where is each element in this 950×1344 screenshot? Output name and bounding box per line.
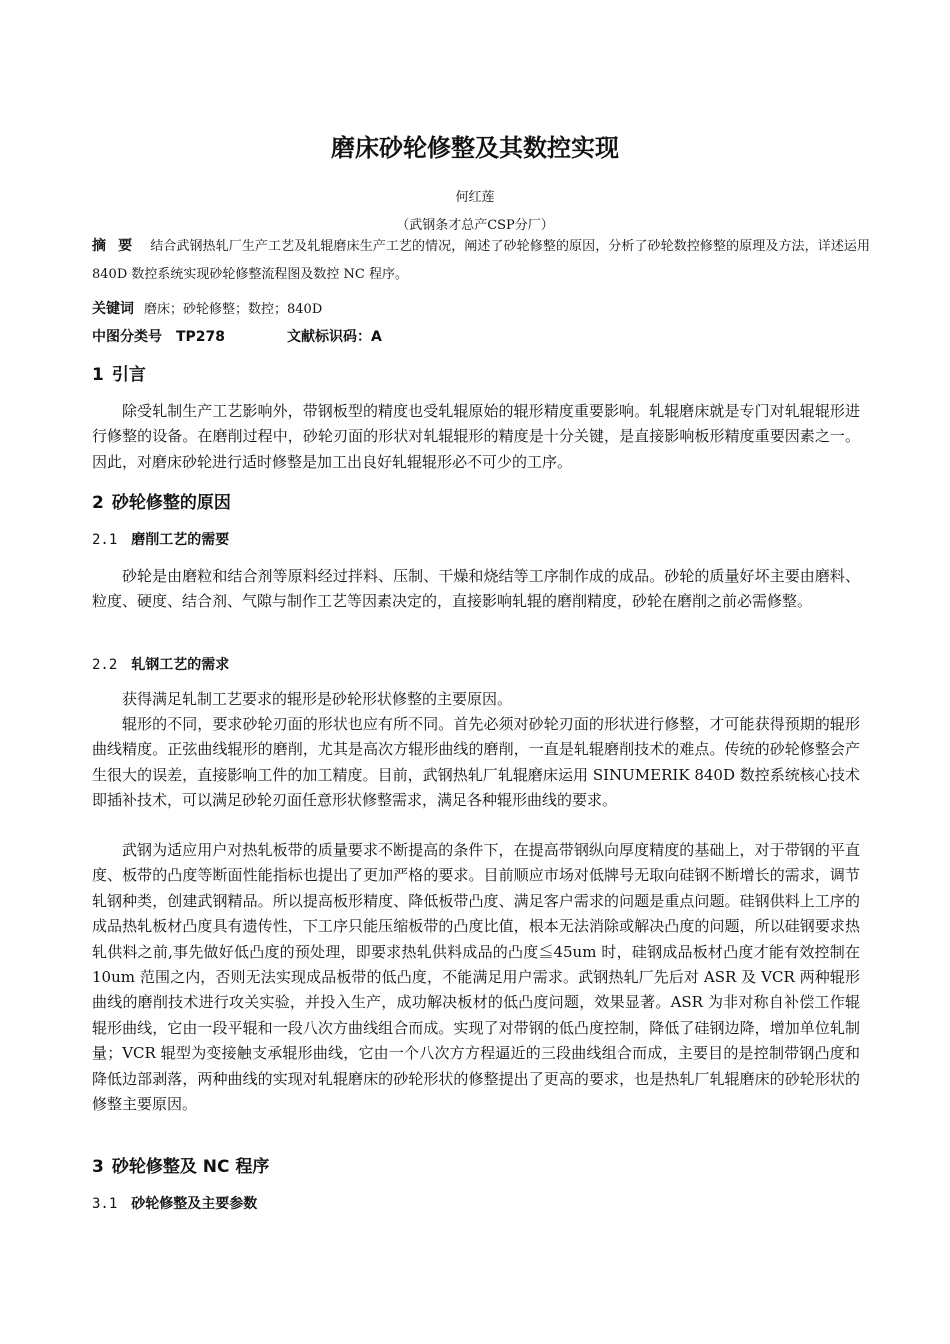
subsection-number: 2.2 (92, 657, 118, 673)
subsection-title: 轧钢工艺的需求 (131, 657, 230, 673)
section-heading-1 (92, 360, 146, 385)
paragraph-rolling-2: 辊形的不同，要求砂轮刃面的形状也应有所不同。首先必须对砂轮刃面的形状进行修整，才可能获得预期的辊形曲线精度。正弦曲线辊形的磨削，尤其是高次方辊形曲线的磨削，一直是轧辊磨削技术的难点。传统的砂轮修整会产生很大的误差，直接影响工件的加工精度。目前，武钢热轧厂轧辊磨床运用 SINUMERIK 840D 数控系统核心技术即插补技术，可以满足砂轮刃面任意形状修整需求，满足各种辊形曲线的要求。 (92, 715, 860, 810)
paragraph-intro: 除受轧制生产工艺影响外，带钢板型的精度也受轧辊原始的辊形精度重要影响。轧辊磨床就是专门对轧辊辊形进行修整的设备。在磨削过程中，砂轮刃面的形状对轧辊辊形的精度是十分关键，是直接影响板形精度重要因素之一。因此，对磨床砂轮进行适时修整是加工出良好轧辊辊形必不可少的工序。 (92, 402, 860, 471)
keywords-text: 磨床；砂轮修整；数控；840D (144, 302, 323, 317)
section-title: 砂轮修整的原因 (111, 493, 231, 513)
subsection-number: 3.1 (92, 1196, 118, 1212)
subsection-title: 磨削工艺的需要 (131, 532, 230, 548)
subsection-title: 砂轮修整及主要参数 (131, 1196, 258, 1212)
section-number: 3 (92, 1157, 104, 1177)
subsection-heading-3-1 (92, 1193, 257, 1213)
keywords-block (92, 298, 870, 318)
subsection-heading-2-1 (92, 529, 229, 549)
paper-title: 磨床砂轮修整及其数控实现 (331, 134, 619, 162)
author-name: 何红莲 (455, 190, 495, 205)
section-heading-2 (92, 488, 231, 513)
author-affiliation: （武钢条才总产CSP分厂） (396, 218, 554, 233)
paragraph-rolling-1: 获得满足轧制工艺要求的辊形是砂轮形状修整的主要原因。 (122, 690, 513, 708)
subsection-number: 2.1 (92, 532, 118, 548)
abstract-block (92, 232, 870, 289)
classification-value: TP278 (176, 329, 226, 345)
section-heading-3 (92, 1152, 269, 1177)
paragraph-rolling-3: 武钢为适应用户对热轧板带的质量要求不断提高的条件下，在提高带钢纵向厚度精度的基础上，对于带钢的平直度、板带的凸度等断面性能指标也提出了更加严格的要求。目前顺应市场对低牌号无取向硅钢不断增长的需求，调节轧钢种类，创建武钢精品。所以提高板形精度、降低板带凸度、满足客户需求的问题是重点问题。硅钢供料上工序的成品热轧板材凸度具有遗传性，下工序只能压缩板带的凸度比值，根本无法消除或解决凸度的问题，所以硅钢要求热轧供料之前,事先做好低凸度的预处理，即要求热轧供料成品的凸度≦45um 时，硅钢成品板材凸度才能有效控制在 10um 范围之内，否则无法实现成品板带的低凸度，不能满足用户需求。武钢热轧厂先后对 ASR 及 VCR 两种辊形曲线的磨削技术进行攻关实验，并投入生产，成功解决板材的低凸度问题，效果显著。ASR 为非对称自补偿工作辊辊形曲线，它由一段平辊和一段八次方曲线组合而成。实现了对带钢的低凸度控制，降低了硅钢边降，增加单位轧制量；VCR 辊型为变接触支承辊形曲线，它由一个八次方方程逼近的三段曲线组合而成，主要目的是控制带钢凸度和降低边部剥落，两种曲线的实现对轧辊磨床的砂轮形状的修整提出了更高的要求，也是热轧厂轧辊磨床的砂轮形状的修整主要原因。 (92, 841, 860, 1114)
keywords-label: 关键词 (92, 301, 134, 317)
document-code: 文献标识码：A (287, 329, 382, 345)
section-number: 2 (92, 493, 104, 513)
section-title: 引言 (111, 365, 146, 385)
classification-line (92, 326, 870, 346)
abstract-label: 摘要 (92, 238, 145, 254)
paragraph-grinding: 砂轮是由磨粒和结合剂等原料经过拌料、压制、干燥和烧结等工序制作成的成品。砂轮的质量好坏主要由磨料、粒度、硬度、结合剂、气隙与制作工艺等因素决定的，直接影响轧辊的磨削精度，砂轮在磨削之前必需修整。 (92, 567, 860, 611)
classification-label: 中图分类号 (92, 329, 162, 345)
section-title: 砂轮修整及 NC 程序 (111, 1157, 270, 1177)
section-number: 1 (92, 365, 104, 385)
abstract-text: 结合武钢热轧厂生产工艺及轧辊磨床生产工艺的情况，阐述了砂轮修整的原因，分析了砂轮数控修整的原理及方法，详述运用 840D 数控系统实现砂轮修整流程图及数控 NC 程序。 (92, 239, 870, 282)
subsection-heading-2-2 (92, 654, 229, 674)
